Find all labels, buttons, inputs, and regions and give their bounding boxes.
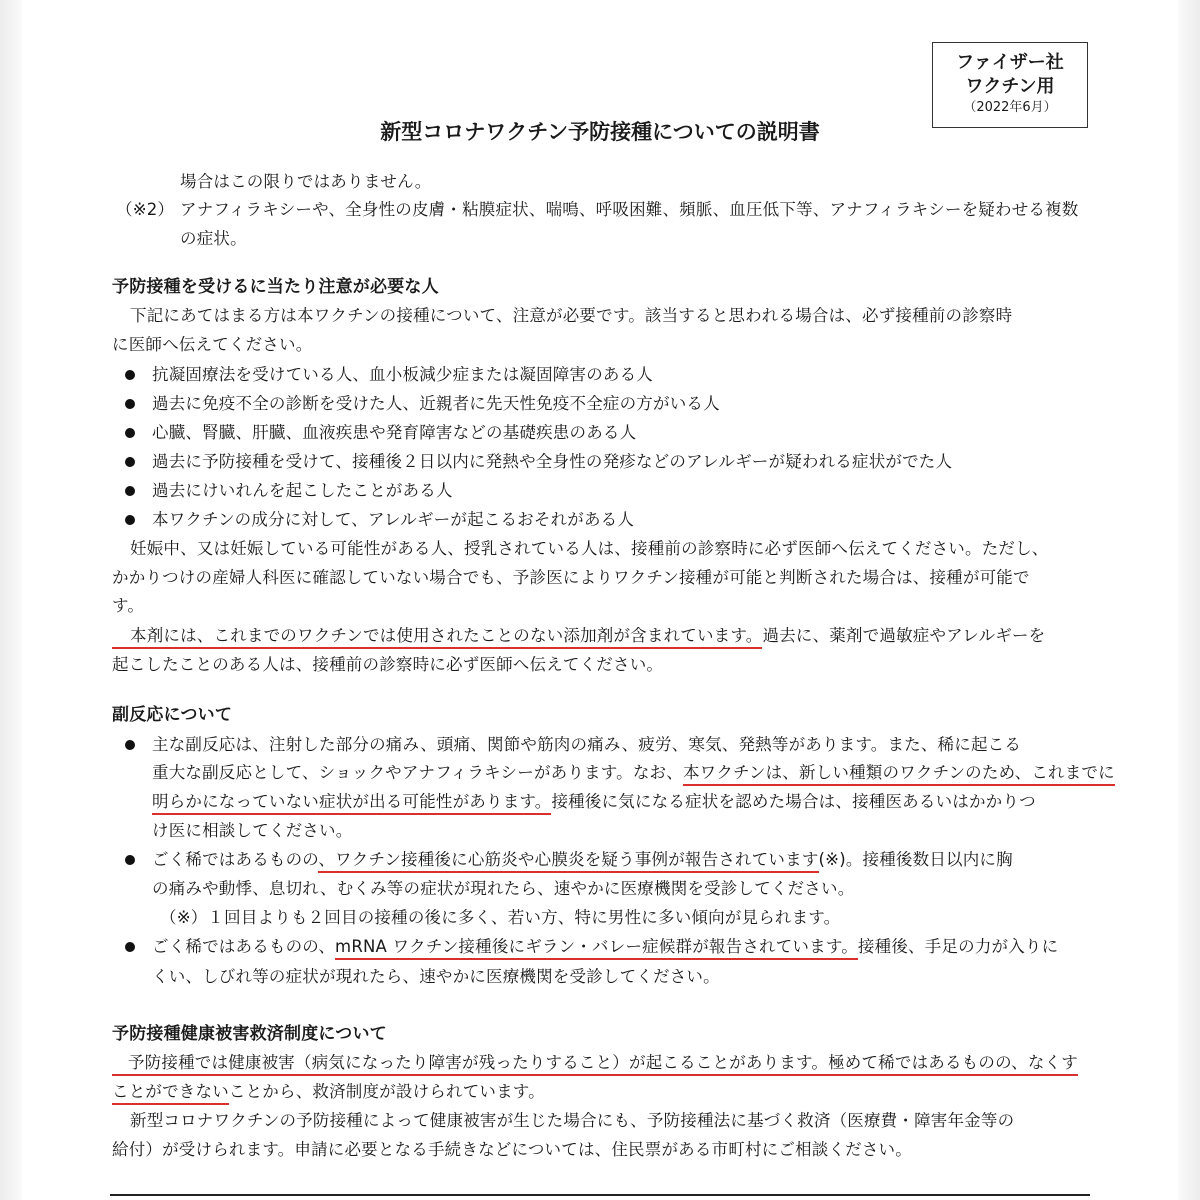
bullet-icon <box>125 740 135 750</box>
note2-line1: アナフィラキシーや、全身性の皮膚・粘膜症状、喘鳴、呼吸困難、頻脈、血圧低下等、アナフィラキシーを疑わせる複数 <box>180 200 1079 219</box>
bullet-icon <box>125 457 135 467</box>
caution-item: 心臓、腎臓、肝臓、血液疾患や発育障害などの基礎疾患のある人 <box>152 423 637 442</box>
underlined-text: ことができない <box>112 1082 229 1105</box>
bullet-icon <box>125 942 135 952</box>
additive-line-1 <box>112 624 1045 648</box>
note2-line2: の症状。 <box>180 229 247 248</box>
text: ごく稀ではあるものの <box>152 850 319 869</box>
badge-company: ファイザー社 <box>956 52 1064 73</box>
side-effect-2-note: （※）１回目よりも２回目の接種の後に多く、若い方、特に男性に多い傾向が見られます。 <box>160 908 841 927</box>
note-continuation: 場合はこの限りではありません。 <box>180 172 432 191</box>
side-effect-1-line2 <box>152 761 1115 785</box>
badge-date: （2022年6月） <box>963 100 1057 115</box>
bullet-icon <box>125 399 135 409</box>
divider <box>110 1194 1090 1196</box>
text: 重大な副反応として、ショックやアナフィラキシーがあります。なお、 <box>152 763 683 782</box>
page-edge-right <box>1178 0 1200 1200</box>
text: (※)。接種後数日以内に胸 <box>818 850 1013 869</box>
bullet-icon <box>125 428 135 438</box>
caution-item: 過去にけいれんを起こしたことがある人 <box>152 481 453 500</box>
badge-vaccine: ワクチン用 <box>965 76 1055 97</box>
relief-p2-line1: 新型コロナワクチンの予防接種によって健康被害が生じた場合にも、予防接種法に基づく救済（医療費・障害年金等の <box>130 1111 1015 1130</box>
underlined-text: 本剤には、これまでのワクチンでは使用されたことのない添加剤が含まれています。 <box>112 626 762 649</box>
caution-intro-1: 下記にあてはまる方は本ワクチンの接種について、注意が必要です。該当すると思われる場合は、必ず接種前の診察時 <box>130 306 1013 325</box>
side-effect-2-line2: の痛みや動悸、息切れ、むくみ等の症状が現れたら、速やかに医療機関を受診してください。 <box>152 879 855 898</box>
relief-p1-line2 <box>112 1080 545 1104</box>
underlined-text: mRNA ワクチン接種後にギラン・バレー症候群が報告されています。 <box>335 937 858 960</box>
bullet-icon <box>125 515 135 525</box>
caution-item: 本ワクチンの成分に対して、アレルギーが起こるおそれがある人 <box>152 510 635 529</box>
side-effect-1-line3 <box>152 790 1036 814</box>
side-effects-heading: 副反応について <box>112 705 233 725</box>
pregnancy-line-2: かかりつけの産婦人科医に確認していない場合でも、予診医によりワクチン接種が可能と判断された場合は、接種が可能で <box>112 568 1030 587</box>
relief-heading: 予防接種健康被害救済制度について <box>112 1024 387 1044</box>
caution-item: 抗凝固療法を受けている人、血小板減少症または凝固障害のある人 <box>152 365 653 384</box>
relief-p2-line2: 給付）が受けられます。申請に必要となる手続きなどについては、住民票がある市町村にご相談ください。 <box>112 1140 912 1159</box>
pregnancy-line-1: 妊娠中、又は妊娠している可能性がある人、授乳されている人は、接種前の診察時に必ず医師へ伝えてください。ただし、 <box>130 539 1049 558</box>
note2-label: （※2） <box>116 200 175 219</box>
side-effect-1-line1: 主な副反応は、注射した部分の痛み、頭痛、関節や筋肉の痛み、疲労、寒気、発熱等があります。また、稀に起こる <box>152 735 1022 754</box>
caution-item: 過去に予防接種を受けて、接種後２日以内に発熱や全身性の発疹などのアレルギーが疑われる症状がでた人 <box>152 452 953 471</box>
side-effect-3-line1 <box>152 935 1058 959</box>
additive-line-2: 起こしたことのある人は、接種前の診察時に必ず医師へ伝えてください。 <box>112 655 664 674</box>
bullet-icon <box>125 855 135 865</box>
side-effect-2-line1 <box>152 848 1013 872</box>
underlined-text: 本ワクチンは、新しい種類のワクチンのため、これまでに <box>683 763 1115 786</box>
bullet-icon <box>125 486 135 496</box>
pregnancy-line-3: す。 <box>112 596 145 615</box>
additive-rest: 過去に、薬剤で過敏症やアレルギーを <box>762 626 1046 645</box>
side-effect-1-line4: け医に相談してください。 <box>152 821 353 840</box>
side-effect-3-line2: くい、しびれ等の症状が現れたら、速やかに医療機関を受診してください。 <box>152 967 720 986</box>
text: ことから、救済制度が設けられています。 <box>228 1082 545 1101</box>
underlined-text: 、ワクチン接種後に心筋炎や心膜炎を疑う事例が報告されています <box>318 850 818 873</box>
relief-p1-line1 <box>112 1051 1078 1075</box>
caution-intro-2: に医師へ伝えてください。 <box>112 335 313 354</box>
page-edge-left <box>0 0 22 1200</box>
caution-item: 過去に免疫不全の診断を受けた人、近親者に先天性免疫不全症の方がいる人 <box>152 394 720 413</box>
caution-heading: 予防接種を受けるに当たり注意が必要な人 <box>112 277 439 297</box>
bullet-icon <box>125 370 135 380</box>
text: 接種後、手足の力が入りに <box>857 937 1059 956</box>
page-title: 新型コロナワクチン予防接種についての説明書 <box>380 120 820 144</box>
text: 接種後に気になる症状を認めた場合は、接種医あるいはかかりつ <box>551 792 1036 811</box>
underlined-text: 予防接種では健康被害（病気になったり障害が残ったりすること）が起こることがあります。極めて稀ではあるものの、なくす <box>112 1053 1078 1076</box>
underlined-text: 明らかになっていない症状が出る可能性があります。 <box>152 792 551 815</box>
text: ごく稀ではあるものの、 <box>152 937 336 956</box>
